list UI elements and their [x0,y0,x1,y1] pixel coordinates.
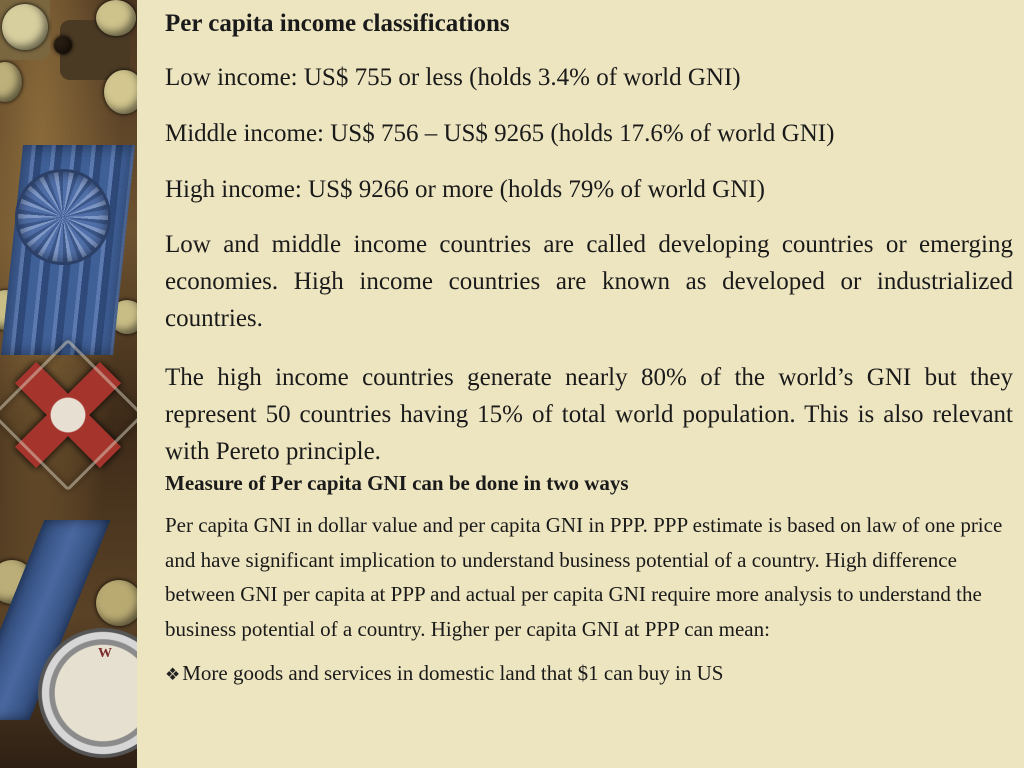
coin-icon [96,0,136,36]
coin-icon [54,36,72,54]
bullet-text: More goods and services in domestic land that $1 can buy in US [182,661,724,685]
slide-title: Per capita income classifications [165,10,510,37]
coin-icon [104,70,137,114]
decorative-image-medals [0,0,137,768]
ppp-paragraph: Per capita GNI in dollar value and per capita GNI in PPP. PPP estimate is based on law of one price and have significant implication to understand business potential of a country. High difference between GNI per capita at PPP and actual per capita GNI require more analysis to understand the business potential of a country. Higher per capita GNI at PPP can mean: [165,513,1003,641]
middle-income-line: Middle income: US$ 756 – US$ 9265 (holds 17.6% of world GNI) [165,120,835,147]
gni-share-paragraph: The high income countries generate nearly 80% of the world’s GNI but they represent 50 countries having 15% of total world population. This is also relevant with Pereto principle. [165,364,1013,465]
compass-letter: W [98,646,112,661]
high-income-line: High income: US$ 9266 or more (holds 79% of world GNI) [165,176,765,203]
diamond-bullet-icon: ❖ [165,665,181,684]
developing-paragraph: Low and middle income countries are called developing countries or emerging economies. High income countries are known as developed or industrialized countries. [165,231,1013,332]
slide-content [165,8,1013,690]
low-income-line: Low income: US$ 755 or less (holds 3.4% of world GNI) [165,64,741,91]
coin-icon [2,4,48,50]
bullet-item [165,658,1013,690]
measure-subtitle: Measure of Per capita GNI can be done in two ways [165,471,629,495]
rosette-icon [18,172,108,262]
coin-icon [0,62,22,102]
medal-cross-icon [0,330,137,500]
coin-icon [96,580,137,626]
